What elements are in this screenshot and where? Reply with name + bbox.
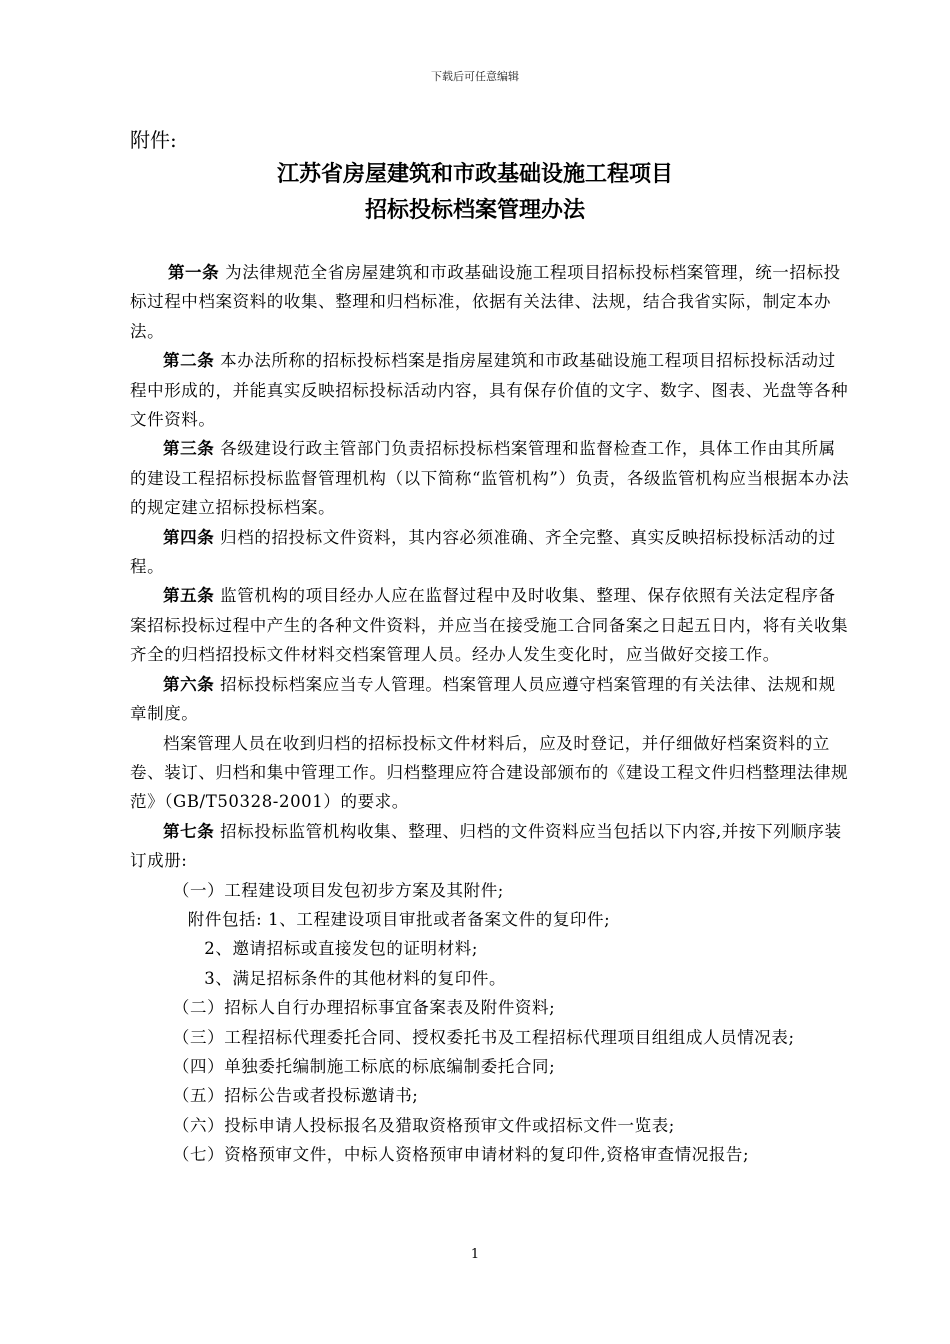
list-subitem: 3、满足招标条件的其他材料的复印件。: [204, 968, 507, 988]
article-5: [130, 581, 850, 669]
archive-paragraph: 档案管理人员在收到归档的招标投标文件材料后，应及时登记，并仔细做好档案资料的立卷、装订、归档和集中管理工作。归档整理应符合建设部颁布的《建设工程文件归档整理法律规范》（GB/T50328-2001）的要求。: [130, 733, 849, 812]
article-label: 第一条: [167, 263, 220, 282]
article-1: [130, 258, 850, 346]
article-label: 第六条: [163, 674, 215, 694]
list-item: （六）投标申请人投标报名及猎取资格预审文件或招标文件一览表;: [172, 1115, 675, 1135]
article-text: 各级建设行政主管部门负责招标投标档案管理和监督检查工作，具体工作由其所属的建设工程招标投标监督管理机构（以下简称“监管机构”）负责，各级监管机构应当根据本办法的规定建立招标投标档案。: [130, 439, 850, 518]
article-text: 为法律规范全省房屋建筑和市政基础设施工程项目招标投标档案管理，统一招标投标过程中档案资料的收集、整理和归档标准，依据有关法律、法规，结合我省实际，制定本办法。: [130, 263, 841, 341]
list-item: （三）工程招标代理委托合同、授权委托书及工程招标代理项目组组成人员情况表;: [172, 1027, 795, 1047]
page-number: 1: [470, 1247, 480, 1262]
document-title-line1: 江苏省房屋建筑和市政基础设施工程项目: [276, 162, 673, 187]
document-title-line2: 招标投标档案管理办法: [364, 198, 585, 223]
article-text: 监管机构的项目经办人应在监督过程中及时收集、整理、保存依照有关法定程序备案招标投标过程中产生的各种文件资料，并应当在接受施工合同备案之日起五日内，将有关收集齐全的归档招投标文件材料交档案管理人员。经办人发生变化时，应当做好交接工作。: [130, 586, 849, 665]
article-label: 第七条: [163, 821, 215, 841]
article-label: 第二条: [163, 351, 215, 371]
list-item: （二）招标人自行办理招标事宜备案表及附件资料;: [172, 998, 556, 1018]
article-2: [130, 346, 850, 434]
article-text: 归档的招投标文件资料，其内容必须准确、齐全完整、真实反映招标投标活动的过程。: [130, 527, 836, 577]
list-subitem: 2、邀请招标或直接发包的证明材料;: [204, 939, 479, 959]
article-7: [130, 817, 850, 876]
article-4: [130, 523, 850, 582]
attachment-label: 附件:: [130, 128, 177, 152]
article-6: [130, 670, 850, 729]
article-text: 本办法所称的招标投标档案是指房屋建筑和市政基础设施工程项目招标投标活动过程中形成的，并能真实反映招标投标活动内容，具有保存价值的文字、数字、图表、光盘等各种文件资料。: [130, 351, 849, 430]
list-item: （四）单独委托编制施工标底的标底编制委托合同;: [172, 1056, 556, 1076]
list-item: （一）工程建设项目发包初步方案及其附件;: [172, 880, 504, 900]
document-body: [130, 258, 850, 1170]
article-label: 第三条: [163, 439, 215, 459]
list-subitem: 附件包括: 1、工程建设项目审批或者备案文件的复印件;: [187, 909, 611, 929]
list-item: （五）招标公告或者投标邀请书;: [172, 1086, 419, 1106]
header-note: 下载后可任意编辑: [431, 70, 519, 83]
article-label: 第四条: [163, 527, 215, 547]
article-label: 第五条: [163, 586, 215, 606]
article-text: 招标投标监管机构收集、整理、归档的文件资料应当包括以下内容,并按下列顺序装订成册:: [130, 821, 842, 871]
list-item: （七）资格预审文件，中标人资格预审申请材料的复印件,资格审查情况报告;: [172, 1145, 750, 1165]
article-text: 招标投标档案应当专人管理。档案管理人员应遵守档案管理的有关法律、法规和规章制度。: [130, 674, 836, 724]
article-3: [130, 434, 850, 522]
